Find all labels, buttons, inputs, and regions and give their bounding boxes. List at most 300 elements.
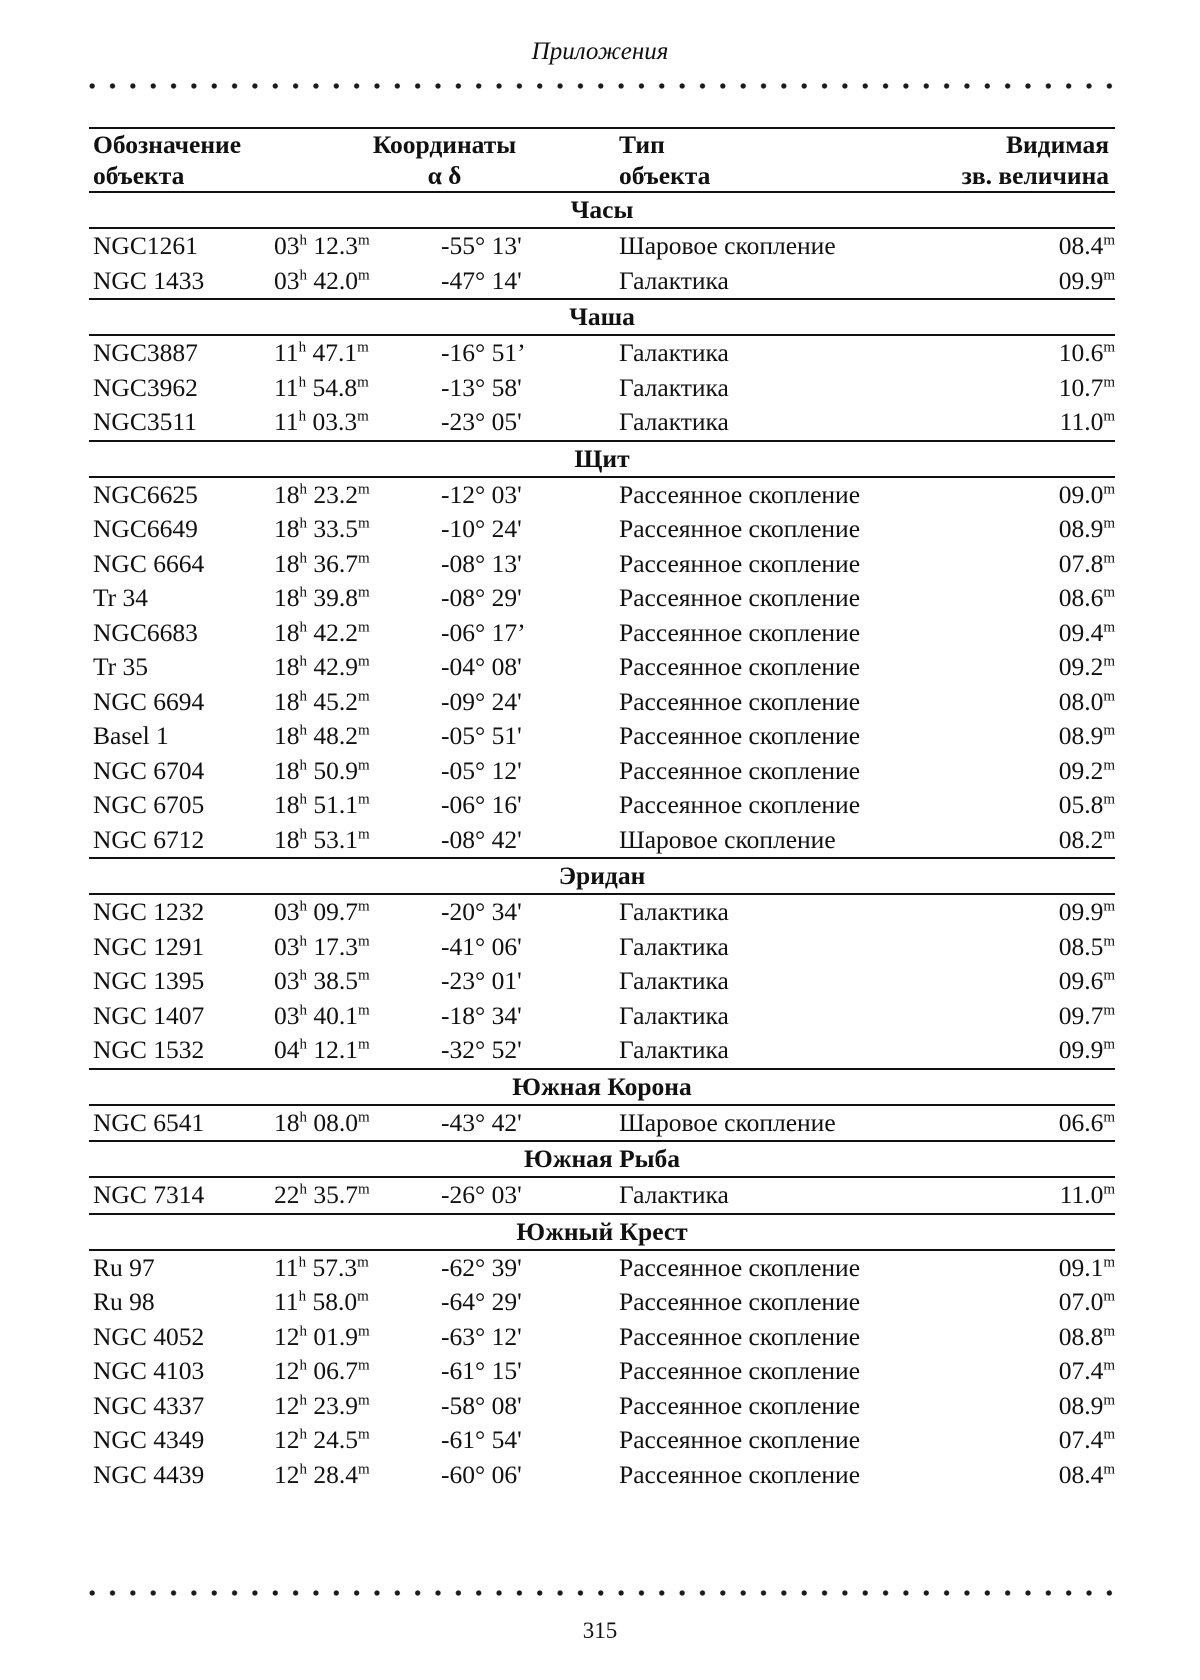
table-row	[89, 1033, 1115, 1069]
object-type-cell: Рассеянное скопление	[619, 755, 861, 785]
ra-hours: 03	[274, 1000, 300, 1030]
declination-cell: -23° 05'	[441, 407, 522, 437]
magnitude-cell	[935, 1033, 1115, 1069]
magnitude-cell	[935, 1285, 1115, 1320]
constellation-section-header	[89, 192, 1115, 228]
magnitude-value: 09.2	[1058, 652, 1104, 682]
magnitude-cell	[935, 371, 1115, 406]
hours-unit-mark: h	[299, 1357, 307, 1374]
object-designation-cell: NGC3962	[93, 372, 198, 402]
magnitude-value: 10.6	[1058, 338, 1104, 368]
ra-minutes: 42.2	[313, 617, 358, 647]
constellation-name: Южная Рыба	[89, 1141, 1115, 1177]
declination-cell: -12° 03'	[441, 479, 522, 509]
ra-hours: 12	[274, 1425, 300, 1455]
object-type-cell: Шаровое скопление	[619, 1107, 836, 1137]
magnitude-value: 09.9	[1058, 265, 1104, 295]
magnitude-unit-mark: m	[1103, 1002, 1116, 1019]
magnitude-unit-mark: m	[1103, 791, 1116, 808]
object-type-cell: Шаровое скопление	[619, 824, 836, 854]
header-coords-line1: Координаты	[270, 128, 615, 160]
magnitude-value: 06.6	[1058, 1107, 1104, 1137]
magnitude-cell	[935, 1177, 1115, 1214]
magnitude-cell	[935, 1105, 1115, 1142]
object-designation-cell: Ru 98	[93, 1287, 155, 1317]
minutes-unit-mark: m	[357, 1254, 369, 1271]
hours-unit-mark: h	[299, 967, 307, 984]
right-ascension-cell	[270, 754, 437, 789]
right-ascension-cell	[270, 999, 437, 1034]
right-ascension-cell	[270, 1177, 437, 1214]
hours-unit-mark: h	[299, 791, 307, 808]
magnitude-value: 09.2	[1058, 755, 1104, 785]
constellation-section-header	[89, 1069, 1115, 1105]
declination-cell: -08° 29'	[441, 583, 522, 613]
minutes-unit-mark: m	[358, 1392, 370, 1409]
ra-hours: 12	[274, 1390, 300, 1420]
declination-cell: -10° 24'	[441, 514, 522, 544]
table-row	[89, 371, 1115, 406]
magnitude-unit-mark: m	[1103, 653, 1116, 670]
ra-hours: 12	[274, 1321, 300, 1351]
magnitude-unit-mark: m	[1103, 550, 1116, 567]
constellation-name: Южный Крест	[89, 1214, 1115, 1250]
magnitude-cell	[935, 964, 1115, 999]
declination-cell: -09° 24'	[441, 686, 522, 716]
hours-unit-mark: h	[299, 267, 307, 284]
declination-cell: -41° 06'	[441, 931, 522, 961]
object-designation-cell: NGC 6704	[93, 755, 205, 785]
constellation-name: Щит	[89, 441, 1115, 477]
object-type-cell: Рассеянное скопление	[619, 721, 861, 751]
magnitude-unit-mark: m	[1103, 481, 1116, 498]
magnitude-cell	[935, 719, 1115, 754]
declination-cell: -61° 54'	[441, 1425, 522, 1455]
ra-minutes: 01.9	[313, 1321, 358, 1351]
constellation-section-header	[89, 299, 1115, 335]
minutes-unit-mark: m	[358, 757, 370, 774]
table-row	[89, 1458, 1115, 1493]
page-number: 315	[582, 1618, 618, 1643]
hours-unit-mark: h	[299, 688, 307, 705]
object-type-cell: Галактика	[619, 265, 729, 295]
ra-minutes: 12.3	[313, 231, 358, 261]
object-type-cell: Галактика	[619, 931, 729, 961]
magnitude-cell	[935, 823, 1115, 859]
right-ascension-cell	[270, 930, 437, 965]
hours-unit-mark: h	[298, 374, 307, 391]
ra-minutes: 40.1	[313, 1000, 358, 1030]
header-coords-line2: α δ	[270, 160, 615, 192]
magnitude-unit-mark: m	[1103, 1392, 1116, 1409]
magnitude-unit-mark: m	[1103, 1426, 1116, 1443]
magnitude-cell	[935, 1320, 1115, 1355]
constellation-section-header	[89, 441, 1115, 477]
ra-hours: 18	[274, 755, 300, 785]
ra-minutes: 47.1	[312, 338, 358, 368]
ra-hours: 11	[274, 1287, 299, 1317]
ra-minutes: 54.8	[312, 372, 358, 402]
magnitude-unit-mark: m	[1103, 967, 1116, 984]
object-designation-cell: Tr 35	[93, 652, 149, 682]
object-catalog-table	[89, 127, 1115, 1492]
ra-hours: 18	[274, 721, 300, 751]
ra-hours: 03	[274, 966, 300, 996]
ra-hours: 18	[274, 514, 300, 544]
object-designation-cell: NGC 1232	[93, 897, 205, 927]
table-row	[89, 719, 1115, 754]
table-row	[89, 650, 1115, 685]
hours-unit-mark: h	[299, 898, 307, 915]
table-row	[89, 1389, 1115, 1424]
ra-hours: 18	[274, 617, 300, 647]
hours-unit-mark: h	[298, 408, 307, 425]
object-designation-cell: NGC1261	[93, 231, 198, 261]
magnitude-cell	[935, 1250, 1115, 1286]
right-ascension-cell	[270, 371, 437, 406]
constellation-name: Чаша	[89, 299, 1115, 335]
right-ascension-cell	[270, 788, 437, 823]
object-designation-cell: NGC3887	[93, 338, 198, 368]
ra-minutes: 17.3	[313, 931, 358, 961]
table-row	[89, 1423, 1115, 1458]
header-name-line2: объекта	[89, 160, 270, 192]
minutes-unit-mark: m	[358, 1357, 370, 1374]
magnitude-value: 10.7	[1058, 372, 1104, 402]
object-type-cell: Шаровое скопление	[619, 231, 836, 261]
table-row	[89, 894, 1115, 930]
table-row	[89, 228, 1115, 264]
right-ascension-cell	[270, 581, 437, 616]
ra-hours: 12	[274, 1459, 300, 1489]
constellation-section-header	[89, 858, 1115, 894]
magnitude-unit-mark: m	[1103, 1461, 1116, 1478]
object-designation-cell: Ru 97	[93, 1252, 155, 1282]
magnitude-unit-mark: m	[1103, 374, 1116, 391]
bottom-dotted-rule	[82, 1586, 1120, 1600]
magnitude-value: 09.9	[1058, 897, 1104, 927]
object-type-cell: Рассеянное скопление	[619, 1321, 861, 1351]
hours-unit-mark: h	[299, 1426, 307, 1443]
object-designation-cell: NGC 1532	[93, 1035, 205, 1065]
magnitude-cell	[935, 512, 1115, 547]
hours-unit-mark: h	[299, 619, 307, 636]
object-designation-cell: NGC 1407	[93, 1000, 205, 1030]
object-type-cell: Рассеянное скопление	[619, 548, 861, 578]
minutes-unit-mark: m	[358, 515, 370, 532]
ra-hours: 03	[274, 931, 300, 961]
magnitude-value: 11.0	[1059, 407, 1104, 437]
minutes-unit-mark: m	[357, 408, 369, 425]
declination-cell: -58° 08'	[441, 1390, 522, 1420]
magnitude-value: 09.6	[1058, 966, 1104, 996]
magnitude-unit-mark: m	[1103, 584, 1116, 601]
magnitude-value: 09.7	[1058, 1000, 1104, 1030]
ra-hours: 12	[274, 1356, 300, 1386]
right-ascension-cell	[270, 1389, 437, 1424]
object-designation-cell: NGC 6664	[93, 548, 205, 578]
ra-minutes: 36.7	[313, 548, 358, 578]
ra-hours: 18	[274, 790, 300, 820]
hours-unit-mark: h	[298, 339, 307, 356]
object-designation-cell: NGC 6712	[93, 824, 205, 854]
object-type-cell: Рассеянное скопление	[619, 1459, 861, 1489]
declination-cell: -06° 16'	[441, 790, 522, 820]
hours-unit-mark: h	[299, 933, 307, 950]
header-magnitude-line1: Видимая	[935, 128, 1115, 160]
object-type-cell: Рассеянное скопление	[619, 514, 861, 544]
magnitude-unit-mark: m	[1103, 1036, 1116, 1053]
minutes-unit-mark: m	[358, 722, 370, 739]
magnitude-unit-mark: m	[1103, 722, 1116, 739]
magnitude-unit-mark: m	[1103, 898, 1116, 915]
magnitude-value: 08.9	[1058, 514, 1104, 544]
magnitude-value: 07.0	[1058, 1287, 1104, 1317]
table-row	[89, 1320, 1115, 1355]
top-dotted-rule	[82, 79, 1120, 93]
ra-minutes: 06.7	[313, 1356, 358, 1386]
object-designation-cell: Basel 1	[93, 721, 169, 751]
object-type-cell: Рассеянное скопление	[619, 583, 861, 613]
minutes-unit-mark: m	[358, 688, 370, 705]
declination-cell: -61° 15'	[441, 1356, 522, 1386]
hours-unit-mark: h	[298, 1254, 307, 1271]
minutes-unit-mark: m	[358, 826, 370, 843]
constellation-section-header	[89, 1141, 1115, 1177]
right-ascension-cell	[270, 964, 437, 999]
declination-cell: -13° 58'	[441, 372, 522, 402]
right-ascension-cell	[270, 650, 437, 685]
hours-unit-mark: h	[299, 481, 307, 498]
minutes-unit-mark: m	[358, 267, 370, 284]
ra-hours: 11	[274, 1252, 299, 1282]
minutes-unit-mark: m	[357, 339, 369, 356]
magnitude-cell	[935, 999, 1115, 1034]
ra-minutes: 50.9	[313, 755, 358, 785]
hours-unit-mark: h	[299, 515, 307, 532]
object-designation-cell: NGC3511	[93, 407, 197, 437]
hours-unit-mark: h	[299, 722, 307, 739]
constellation-name: Часы	[89, 192, 1115, 228]
ra-minutes: 03.3	[312, 407, 358, 437]
magnitude-value: 08.0	[1058, 686, 1104, 716]
object-designation-cell: NGC 4439	[93, 1459, 205, 1489]
minutes-unit-mark: m	[357, 1288, 369, 1305]
magnitude-cell	[935, 1423, 1115, 1458]
table-row	[89, 1250, 1115, 1286]
table-row	[89, 1354, 1115, 1389]
object-designation-cell: Tr 34	[93, 583, 149, 613]
magnitude-cell	[935, 685, 1115, 720]
object-type-cell: Рассеянное скопление	[619, 479, 861, 509]
ra-hours: 18	[274, 583, 300, 613]
ra-hours: 18	[274, 1107, 300, 1137]
hours-unit-mark: h	[299, 1002, 307, 1019]
declination-cell: -05° 51'	[441, 721, 522, 751]
header-name-line1: Обозначение	[89, 128, 270, 160]
right-ascension-cell	[270, 616, 437, 651]
object-designation-cell: NGC6683	[93, 617, 198, 647]
declination-cell: -47° 14'	[441, 265, 522, 295]
magnitude-value: 05.8	[1058, 790, 1104, 820]
magnitude-value: 08.4	[1058, 231, 1104, 261]
table-row	[89, 547, 1115, 582]
object-type-cell: Галактика	[619, 966, 729, 996]
right-ascension-cell	[270, 719, 437, 754]
magnitude-cell	[935, 335, 1115, 371]
magnitude-unit-mark: m	[1103, 619, 1116, 636]
magnitude-cell	[935, 264, 1115, 300]
magnitude-unit-mark: m	[1103, 757, 1116, 774]
declination-cell: -62° 39'	[441, 1252, 522, 1282]
object-designation-cell: NGC 7314	[93, 1180, 205, 1210]
table-row	[89, 477, 1115, 513]
hours-unit-mark: h	[298, 1288, 307, 1305]
declination-cell: -18° 34'	[441, 1000, 522, 1030]
ra-hours: 18	[274, 479, 300, 509]
declination-cell: -20° 34'	[441, 897, 522, 927]
magnitude-cell	[935, 581, 1115, 616]
magnitude-unit-mark: m	[1103, 1181, 1116, 1198]
object-type-cell: Рассеянное скопление	[619, 1287, 861, 1317]
object-designation-cell: NGC 1433	[93, 265, 205, 295]
object-type-cell: Рассеянное скопление	[619, 1252, 861, 1282]
object-type-cell: Рассеянное скопление	[619, 1390, 861, 1420]
ra-minutes: 53.1	[313, 824, 358, 854]
magnitude-cell	[935, 754, 1115, 789]
table-row	[89, 1177, 1115, 1214]
constellation-name: Эридан	[89, 858, 1115, 894]
declination-cell: -64° 29'	[441, 1287, 522, 1317]
minutes-unit-mark: m	[358, 1461, 370, 1478]
minutes-unit-mark: m	[358, 967, 370, 984]
right-ascension-cell	[270, 1033, 437, 1069]
table-row	[89, 930, 1115, 965]
magnitude-cell	[935, 228, 1115, 264]
object-type-cell: Галактика	[619, 372, 729, 402]
magnitude-unit-mark: m	[1103, 1288, 1116, 1305]
header-magnitude-line2: зв. величина	[935, 160, 1115, 192]
ra-minutes: 58.0	[312, 1287, 358, 1317]
magnitude-value: 09.1	[1058, 1252, 1104, 1282]
right-ascension-cell	[270, 335, 437, 371]
right-ascension-cell	[270, 547, 437, 582]
ra-hours: 18	[274, 824, 300, 854]
table-row	[89, 264, 1115, 300]
magnitude-cell	[935, 616, 1115, 651]
table-row	[89, 1285, 1115, 1320]
magnitude-value: 11.0	[1059, 1180, 1104, 1210]
object-type-cell: Галактика	[619, 897, 729, 927]
ra-minutes: 38.5	[313, 966, 358, 996]
ra-hours: 03	[274, 231, 300, 261]
hours-unit-mark: h	[299, 550, 307, 567]
ra-minutes: 48.2	[313, 721, 358, 751]
ra-hours: 11	[274, 372, 299, 402]
constellation-section-header	[89, 1214, 1115, 1250]
ra-minutes: 57.3	[312, 1252, 358, 1282]
ra-hours: 04	[274, 1035, 300, 1065]
minutes-unit-mark: m	[358, 1002, 370, 1019]
magnitude-value: 09.4	[1058, 617, 1104, 647]
magnitude-value: 08.2	[1058, 824, 1104, 854]
ra-minutes: 23.9	[313, 1390, 358, 1420]
table-row	[89, 1105, 1115, 1142]
right-ascension-cell	[270, 512, 437, 547]
object-designation-cell: NGC 6694	[93, 686, 205, 716]
ra-hours: 11	[274, 407, 299, 437]
right-ascension-cell	[270, 1354, 437, 1389]
magnitude-cell	[935, 650, 1115, 685]
ra-hours: 18	[274, 686, 300, 716]
declination-cell: -43° 42'	[441, 1107, 522, 1137]
minutes-unit-mark: m	[358, 619, 370, 636]
magnitude-unit-mark: m	[1103, 1254, 1116, 1271]
magnitude-cell	[935, 930, 1115, 965]
magnitude-value: 09.0	[1058, 479, 1104, 509]
magnitude-cell	[935, 477, 1115, 513]
ra-minutes: 24.5	[313, 1425, 358, 1455]
ra-minutes: 12.1	[313, 1035, 358, 1065]
declination-cell: -16° 51’	[441, 338, 526, 368]
object-type-cell: Галактика	[619, 1180, 729, 1210]
header-type-line2: объекта	[615, 160, 935, 192]
magnitude-cell	[935, 405, 1115, 441]
magnitude-value: 08.5	[1058, 931, 1104, 961]
object-type-cell: Рассеянное скопление	[619, 1356, 861, 1386]
table-header	[89, 128, 1115, 192]
minutes-unit-mark: m	[358, 232, 370, 249]
object-designation-cell: NGC 1395	[93, 966, 205, 996]
magnitude-unit-mark: m	[1103, 1109, 1116, 1126]
hours-unit-mark: h	[299, 1109, 307, 1126]
magnitude-unit-mark: m	[1103, 267, 1116, 284]
table-body	[89, 192, 1115, 1492]
ra-minutes: 23.2	[313, 479, 358, 509]
table-row	[89, 581, 1115, 616]
table-row	[89, 616, 1115, 651]
declination-cell: -63° 12'	[441, 1321, 522, 1351]
minutes-unit-mark: m	[358, 1181, 370, 1198]
table-row	[89, 405, 1115, 441]
ra-hours: 18	[274, 548, 300, 578]
object-designation-cell: NGC 6541	[93, 1107, 205, 1137]
minutes-unit-mark: m	[358, 1426, 370, 1443]
ra-hours: 18	[274, 652, 300, 682]
magnitude-value: 07.4	[1058, 1425, 1104, 1455]
object-designation-cell: NGC 4337	[93, 1390, 205, 1420]
magnitude-cell	[935, 788, 1115, 823]
minutes-unit-mark: m	[358, 1036, 370, 1053]
object-designation-cell: NGC6625	[93, 479, 198, 509]
hours-unit-mark: h	[299, 653, 307, 670]
ra-minutes: 39.8	[313, 583, 358, 613]
magnitude-unit-mark: m	[1103, 1357, 1116, 1374]
magnitude-unit-mark: m	[1103, 232, 1116, 249]
magnitude-unit-mark: m	[1103, 339, 1116, 356]
object-designation-cell: NGC 4349	[93, 1425, 205, 1455]
table-row	[89, 788, 1115, 823]
right-ascension-cell	[270, 264, 437, 300]
right-ascension-cell	[270, 228, 437, 264]
ra-minutes: 35.7	[313, 1180, 358, 1210]
object-designation-cell: NGC 4052	[93, 1321, 205, 1351]
header-type-line1: Тип	[615, 128, 935, 160]
right-ascension-cell	[270, 1250, 437, 1286]
object-type-cell: Галактика	[619, 338, 729, 368]
object-type-cell: Галактика	[619, 1035, 729, 1065]
hours-unit-mark: h	[299, 1461, 307, 1478]
